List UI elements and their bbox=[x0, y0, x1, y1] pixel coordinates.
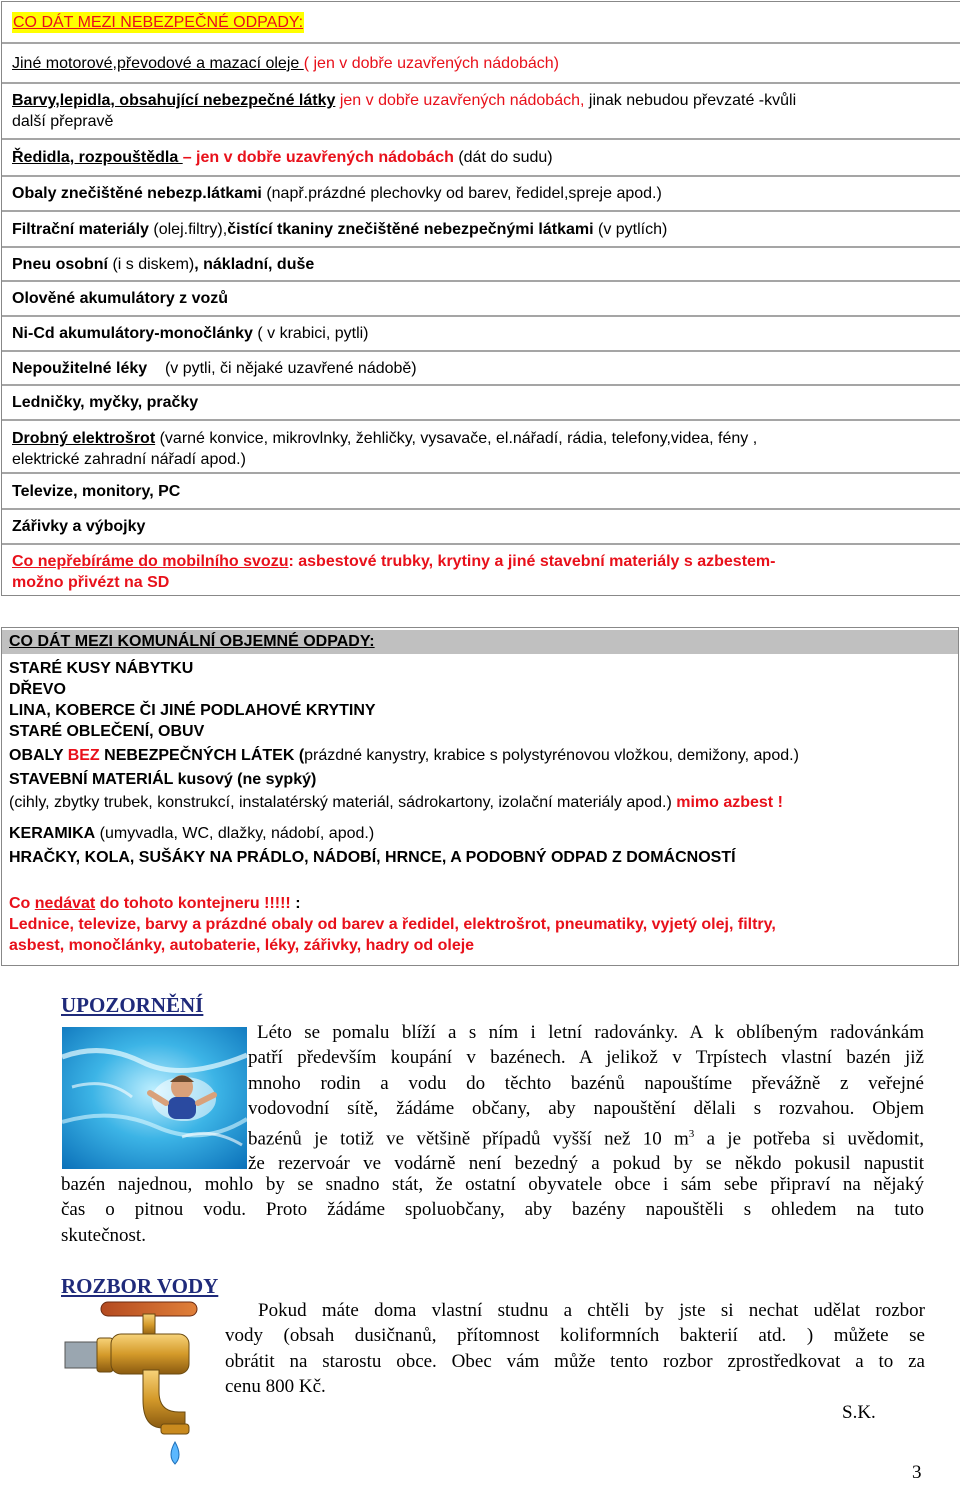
bulky-item bbox=[2, 823, 958, 844]
row-note: jinak nebudou převzaté -kvůli bbox=[584, 92, 797, 109]
warning-text: : bbox=[295, 895, 301, 912]
warning-list: Lednice, televize, barvy a prázdné obaly od barev a ředidel, elektrošrot, pneumatiky, vyjetý olej, filtry, bbox=[9, 916, 776, 933]
table-row bbox=[2, 474, 960, 510]
row-label: Ředidla, rozpouštědla bbox=[12, 149, 183, 166]
page-number: 3 bbox=[912, 1462, 922, 1483]
water-tap-image bbox=[63, 1300, 223, 1480]
row-label: Filtrační materiály bbox=[12, 220, 149, 238]
water-line: Pokud máte doma vlastní studnu a chtěli by jste si nechat udělat rozbor bbox=[258, 1300, 925, 1321]
notice-text: a je potřeba si uvědomit, bbox=[694, 1127, 924, 1149]
notice-line bbox=[248, 1122, 924, 1152]
notice-text-wrapped bbox=[248, 1020, 924, 1177]
bulky-item: LINA, KOBERCE ČI JINÉ PODLAHOVÉ KRYTINY bbox=[9, 702, 376, 719]
exclusion-label: Co nepřebíráme do mobilního svozu bbox=[12, 553, 289, 570]
row-label: Zářivky a výbojky bbox=[12, 518, 146, 535]
notice-text-full bbox=[61, 1172, 924, 1248]
bulky-text: NEBEZPEČNÝCH LÁTEK ( bbox=[99, 747, 305, 764]
notice-line: Léto se pomalu blíží a s ním i letní radovánky. A k oblíbeným radovánkám bbox=[257, 1022, 924, 1043]
row-note: jen v dobře uzavřených nádobách, bbox=[335, 92, 585, 109]
swimming-photo bbox=[62, 1027, 247, 1169]
row-label: Ledničky, myčky, pračky bbox=[12, 394, 199, 411]
warning-list: asbest, monočlánky, autobaterie, léky, zářivky, hadry od oleje bbox=[9, 937, 475, 954]
notice-line: vodovodní sítě, žádáme občany, aby napouštění dělali s rozvahou. Objem bbox=[248, 1098, 924, 1120]
row-note: , nákladní, duše bbox=[194, 255, 315, 273]
water-line: obrátit na starostu obce. Obec vám může tento rozbor zprostředkovat a to za bbox=[225, 1350, 925, 1372]
bulky-text: prázdné kanystry, krabice s polystyrénovou vložkou, demižony, apod.) bbox=[304, 747, 799, 764]
bulky-text: OBALY bbox=[9, 747, 68, 764]
swimmer-image bbox=[62, 1027, 247, 1169]
exclusion-note: možno přivézt na SD bbox=[12, 574, 170, 591]
hazardous-header: CO DÁT MEZI NEBEZPEČNÉ ODPADY: bbox=[13, 13, 304, 31]
table-row bbox=[2, 545, 960, 596]
bulky-text: mimo azbest ! bbox=[671, 794, 783, 811]
bulky-item bbox=[2, 792, 958, 813]
table-row bbox=[2, 248, 960, 282]
exclusion-note: : asbestové trubky, krytiny a jiné stavební materiály s azbestem- bbox=[288, 553, 776, 570]
bulky-item: STARÉ KUSY NÁBYTKU bbox=[9, 660, 194, 677]
bulky-text: (cihly, zbytky trubek, konstrukcí, instalatérský materiál, sádrokartony, izolační materiály apod.) bbox=[9, 794, 672, 811]
water-line: cenu 800 Kč. bbox=[225, 1376, 326, 1398]
notice-line: bazén najednou, mohlo by se snadno stát, že ostatní obyvatele obce i sám sebe připraví na nějaký bbox=[61, 1174, 924, 1195]
row-label: Televize, monitory, PC bbox=[12, 482, 181, 500]
water-text bbox=[225, 1298, 925, 1400]
hazardous-waste-table bbox=[1, 1, 960, 596]
superscript: 3 bbox=[688, 1127, 695, 1140]
warning-line bbox=[2, 893, 958, 914]
row-label: Drobný elektrošrot bbox=[12, 430, 156, 447]
notice-line: čas o pitnou vodu. Proto žádáme spoluobčany, aby bazény napouštěli s ohledem na tuto bbox=[61, 1199, 924, 1221]
table-row bbox=[2, 84, 960, 140]
table-row bbox=[2, 317, 960, 352]
row-label: Nepoužitelné léky bbox=[12, 359, 148, 377]
water-line: vody (obsah dusičnanů, přítomnost koliformních bakterií atd. ) můžete se bbox=[225, 1325, 925, 1347]
row-note: (i s diskem) bbox=[108, 255, 195, 273]
bulky-header-bar bbox=[2, 630, 958, 654]
table-row bbox=[2, 177, 960, 212]
row-note: (v pytlích) bbox=[593, 220, 668, 238]
bulky-waste-box bbox=[1, 627, 959, 966]
table-row bbox=[2, 44, 960, 84]
notice-line: patří především koupání v bazénech. A jelikož v Trpístech vlastní bazén již bbox=[248, 1047, 924, 1069]
row-label: Ni-Cd akumulátory-monočlánky bbox=[12, 325, 253, 342]
row-note: další přepravě bbox=[12, 113, 114, 130]
bulky-item bbox=[2, 745, 958, 766]
row-note: (v pytli, či nějaké uzavřené nádobě) bbox=[147, 359, 417, 377]
table-row bbox=[2, 212, 960, 248]
warning-text: do tohoto kontejneru !!!!! bbox=[95, 895, 296, 912]
water-title: ROZBOR VODY bbox=[61, 1274, 219, 1298]
bulky-item: DŘEVO bbox=[9, 681, 66, 698]
notice-line: že rezervoár ve vodárně není bezedný a pokud by se někdo pokusil napustit bbox=[248, 1153, 924, 1175]
row-label: Obaly znečištěné nebezp.látkami bbox=[12, 185, 262, 202]
row-label: Pneu osobní bbox=[12, 255, 108, 273]
row-note: ( jen v dobře uzavřených nádobách) bbox=[303, 54, 559, 72]
notice-title: UPOZORNĚNÍ bbox=[61, 993, 204, 1017]
hazardous-header-row bbox=[2, 2, 960, 44]
table-row bbox=[2, 352, 960, 386]
row-label: Jiné motorové,převodové a mazací oleje bbox=[12, 54, 304, 72]
bulky-header: CO DÁT MEZI KOMUNÁLNÍ OBJEMNÉ ODPADY: bbox=[9, 633, 375, 650]
bulky-item: STARÉ OBLEČENÍ, OBUV bbox=[9, 723, 205, 740]
row-note: elektrické zahradní nářadí apod.) bbox=[12, 451, 246, 468]
bulky-item: STAVEBNÍ MATERIÁL kusový (ne sypký) bbox=[9, 771, 317, 788]
notice-text: bazénů je totiž ve většině případů vyšší než 10 m bbox=[248, 1127, 689, 1149]
table-row bbox=[2, 282, 960, 317]
warning-text: Co bbox=[9, 895, 35, 912]
signature: S.K. bbox=[842, 1402, 876, 1423]
row-note: (např.prázdné plechovky od barev, ředidel,spreje apod.) bbox=[261, 185, 662, 202]
table-row bbox=[2, 421, 960, 474]
table-row bbox=[2, 140, 960, 177]
bulky-text: BEZ bbox=[67, 747, 100, 764]
row-label: Barvy,lepidla, obsahující nebezpečné látky bbox=[12, 92, 336, 109]
notice-line: skutečnost. bbox=[61, 1224, 146, 1246]
row-note: – jen v dobře uzavřených nádobách bbox=[182, 149, 454, 166]
warning-text: nedávat bbox=[34, 895, 96, 912]
notice-line: mnoho rodin a vodu do těchto bazénů napouštíme převážně z veřejné bbox=[248, 1072, 924, 1094]
row-note: (olej.filtry), bbox=[148, 220, 228, 238]
row-note: ( v krabici, pytli) bbox=[252, 325, 369, 342]
bulky-text: (umyvadla, WC, dlažky, nádobí, apod.) bbox=[95, 825, 375, 842]
table-row bbox=[2, 510, 960, 545]
row-label: Olověné akumulátory z vozů bbox=[12, 290, 229, 307]
row-note: (dát do sudu) bbox=[453, 149, 553, 166]
table-row bbox=[2, 386, 960, 421]
bulky-text: KERAMIKA bbox=[9, 825, 96, 842]
faucet-icon bbox=[63, 1300, 223, 1480]
bulky-item: HRAČKY, KOLA, SUŠÁKY NA PRÁDLO, NÁDOBÍ, HRNCE, A PODOBNÝ ODPAD Z DOMÁCNOSTÍ bbox=[9, 849, 736, 866]
row-note: (varné konvice, mikrovlnky, žehličky, vysavače, el.nářadí, rádia, telefony,videa, fény , bbox=[155, 430, 758, 447]
row-note: čistící tkaniny znečištěné nebezpečnými látkami bbox=[227, 220, 594, 238]
